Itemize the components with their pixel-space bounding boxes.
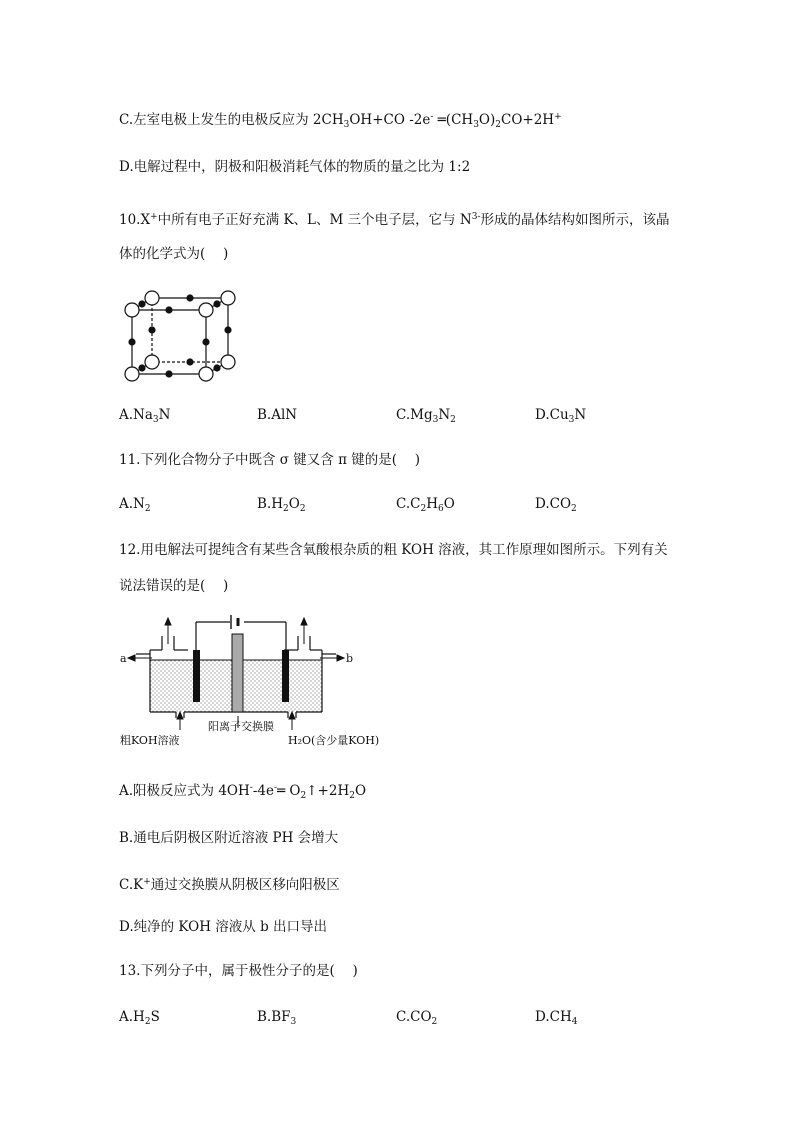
q13-option-d[interactable]: $D.CH_4$ <box>535 1009 578 1027</box>
q11-option-b[interactable]: $B.H_2O_2$ <box>257 496 306 514</box>
crystal-structure-diagram <box>118 286 243 386</box>
q10-option-a[interactable]: $A.Na_3N$ <box>119 407 171 425</box>
q12-option-c[interactable]: C.K+通过交换膜从阴极区移向阳极区 <box>119 877 340 893</box>
q9-option-d[interactable]: D.电解过程中，阴极和阳极消耗气体的物质的量之比为 1:2 <box>119 159 471 175</box>
q13-stem: 13.下列分子中，属于极性分子的是( ) <box>119 963 358 979</box>
right-inlet-label: H₂O(含少量KOH) <box>288 734 380 747</box>
q10-stem-line2: 体的化学式为( ) <box>119 246 229 262</box>
q11-option-c[interactable]: $C.C_2H_6O$ <box>396 496 455 514</box>
q13-option-c[interactable]: $C.CO_2$ <box>396 1009 438 1027</box>
port-a-label: a <box>120 652 127 665</box>
q13-option-a[interactable]: $A.H_2S$ <box>119 1009 160 1027</box>
q10-stem-line1: 10.X+中所有电子正好充满 K、L、M 三个电子层，它与 $N^{3-}$形成的晶体结构如图所示，该晶 <box>119 212 670 228</box>
q9-option-c[interactable]: C.左室电极上发生的电极反应为 $2CH_3OH+CO$ -2e- $═(CH_3O)_2CO+2H^+$ <box>119 112 562 130</box>
q10-option-d[interactable]: $D.Cu_3N$ <box>535 407 587 425</box>
q10-option-c[interactable]: $C.Mg_3N_2$ <box>396 407 456 425</box>
q11-option-d[interactable]: $D.CO_2$ <box>535 496 577 514</box>
electrolysis-cell-diagram <box>118 612 390 752</box>
q12-stem-line1: 12.用电解法可提纯含有某些含氧酸根杂质的粗 KOH 溶液，其工作原理如图所示。下列有关 <box>119 542 668 558</box>
q12-option-b[interactable]: B.通电后阴极区附近溶液 PH 会增大 <box>119 830 339 846</box>
port-b-label: b <box>346 652 354 665</box>
membrane-label: 阳离子交换膜 <box>208 720 274 733</box>
q11-option-a[interactable]: $A.N_2$ <box>119 496 151 514</box>
q12-option-a[interactable]: A.阳极反应式为 4OH--4e-═ $O_2↑+2H_2O$ <box>119 783 367 801</box>
q12-option-d[interactable]: D.纯净的 KOH 溶液从 b 出口导出 <box>119 919 328 935</box>
q12-stem-line2: 说法错误的是( ) <box>119 578 229 594</box>
q13-option-b[interactable]: $B.BF_3$ <box>257 1009 297 1027</box>
q11-stem: 11.下列化合物分子中既含 σ 键又含 π 键的是( ) <box>119 452 421 468</box>
left-inlet-label: 粗KOH溶液 <box>120 734 180 747</box>
q10-option-b[interactable]: B.AlN <box>257 407 298 423</box>
